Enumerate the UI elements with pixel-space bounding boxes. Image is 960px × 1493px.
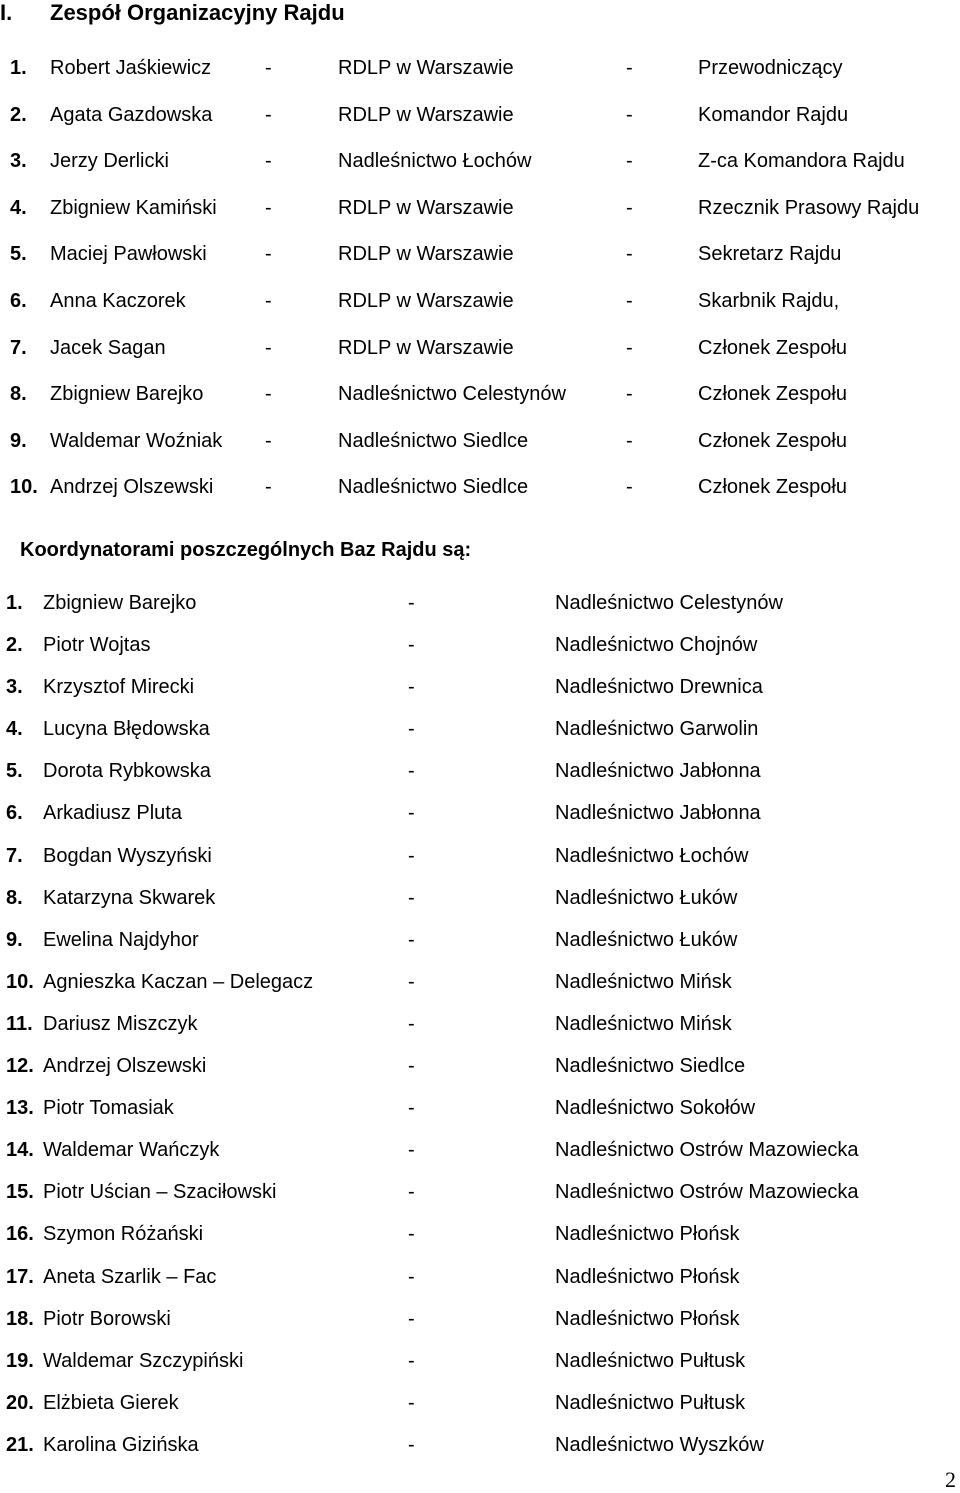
coordinator-name: Lucyna Błędowska: [43, 718, 210, 741]
coordinator-row: [0, 631, 960, 673]
coordinator-number: 12.: [6, 1055, 34, 1078]
separator-dash: -: [408, 928, 415, 951]
coordinator-number: 11.: [6, 1012, 33, 1035]
separator-dash: -: [626, 243, 633, 266]
separator-dash: -: [626, 150, 633, 173]
member-role: Rzecznik Prasowy Rajdu: [698, 196, 920, 219]
coordinator-number: 18.: [6, 1307, 34, 1330]
coordinator-number: 10.: [6, 970, 34, 993]
member-name: Anna Kaczorek: [50, 289, 186, 312]
section-title: Zespół Organizacyjny Rajdu: [50, 0, 345, 25]
coordinator-row: [0, 1431, 960, 1473]
coordinator-institution: Nadleśnictwo Sokołów: [555, 1097, 756, 1120]
separator-dash: -: [408, 1055, 415, 1078]
coordinator-number: 17.: [6, 1265, 34, 1288]
coordinator-number: 7.: [6, 844, 23, 867]
separator-dash: -: [626, 196, 633, 219]
coordinator-institution: Nadleśnictwo Jabłonna: [555, 760, 761, 783]
page-number: 2: [945, 1467, 956, 1492]
coordinator-name: Aneta Szarlik – Fac: [43, 1265, 217, 1288]
coordinators-list: [0, 589, 960, 1473]
separator-dash: -: [408, 844, 415, 867]
coordinator-name: Waldemar Szczypiński: [43, 1349, 244, 1372]
team-list: [0, 54, 960, 520]
coordinator-name: Piotr Borowski: [43, 1307, 171, 1330]
coordinator-row: [0, 1389, 960, 1431]
member-institution: Nadleśnictwo Siedlce: [338, 429, 529, 452]
member-number: 10.: [10, 476, 38, 499]
separator-dash: -: [408, 1433, 415, 1456]
separator-dash: -: [408, 760, 415, 783]
coordinator-institution: Nadleśnictwo Siedlce: [555, 1055, 746, 1078]
coordinator-number: 20.: [6, 1391, 34, 1414]
team-member-row: [0, 380, 960, 427]
separator-dash: -: [626, 289, 633, 312]
coordinator-row: [0, 968, 960, 1010]
separator-dash: -: [265, 150, 272, 173]
member-name: Zbigniew Barejko: [50, 383, 204, 406]
coordinator-name: Bogdan Wyszyński: [43, 844, 212, 867]
separator-dash: -: [626, 57, 633, 79]
separator-dash: -: [408, 1223, 415, 1246]
coordinator-number: 2.: [6, 634, 23, 657]
coordinator-name: Piotr Wojtas: [43, 634, 151, 657]
team-member-row: [0, 473, 960, 520]
separator-dash: -: [265, 383, 272, 406]
member-role: Członek Zespołu: [698, 383, 847, 406]
coordinator-name: Waldemar Wańczyk: [43, 1139, 220, 1162]
separator-dash: -: [408, 676, 415, 699]
coordinator-name: Arkadiusz Pluta: [43, 802, 182, 825]
coordinator-institution: Nadleśnictwo Płońsk: [555, 1223, 740, 1246]
member-name: Andrzej Olszewski: [50, 476, 214, 499]
separator-dash: -: [408, 1181, 415, 1204]
member-role: Członek Zespołu: [698, 429, 847, 452]
coordinator-name: Szymon Różański: [43, 1223, 204, 1246]
team-member-row: [0, 287, 960, 334]
member-role: Z-ca Komandora Rajdu: [698, 150, 905, 173]
separator-dash: -: [626, 383, 633, 406]
member-number: 3.: [10, 150, 27, 173]
coordinator-name: Elżbieta Gierek: [43, 1391, 179, 1414]
coordinator-institution: Nadleśnictwo Mińsk: [555, 970, 732, 993]
coordinator-row: [0, 1347, 960, 1389]
coordinator-institution: Nadleśnictwo Wyszków: [555, 1433, 764, 1456]
separator-dash: -: [408, 1307, 415, 1330]
coordinator-number: 1.: [6, 592, 23, 614]
separator-dash: -: [626, 476, 633, 499]
member-number: 1.: [10, 57, 27, 79]
coordinator-institution: Nadleśnictwo Drewnica: [555, 676, 763, 699]
coordinator-name: Dorota Rybkowska: [43, 760, 211, 783]
coordinator-row: [0, 1136, 960, 1178]
coordinator-name: Piotr Tomasiak: [43, 1097, 174, 1120]
coordinator-row: [0, 1094, 960, 1136]
coordinator-row: [0, 884, 960, 926]
coordinator-institution: Nadleśnictwo Łuków: [555, 928, 738, 951]
separator-dash: -: [265, 57, 272, 79]
coordinator-name: Karolina Gizińska: [43, 1433, 199, 1456]
coordinator-row: [0, 1178, 960, 1220]
separator-dash: -: [265, 103, 272, 126]
separator-dash: -: [408, 718, 415, 741]
member-institution: RDLP w Warszawie: [338, 103, 514, 126]
coordinator-row: [0, 926, 960, 968]
separator-dash: -: [408, 1349, 415, 1372]
separator-dash: -: [408, 1391, 415, 1414]
coordinator-row: [0, 1263, 960, 1305]
coordinator-institution: Nadleśnictwo Ostrów Mazowiecka: [555, 1139, 859, 1162]
coordinator-name: Piotr Uścian – Szaciłowski: [43, 1181, 277, 1204]
separator-dash: -: [408, 634, 415, 657]
member-number: 8.: [10, 383, 27, 406]
coordinator-row: [0, 1010, 960, 1052]
coordinator-institution: Nadleśnictwo Pułtusk: [555, 1391, 746, 1414]
member-number: 9.: [10, 429, 27, 452]
member-role: Sekretarz Rajdu: [698, 243, 842, 266]
coordinator-name: Dariusz Miszczyk: [43, 1012, 198, 1035]
coordinator-number: 21.: [6, 1433, 34, 1456]
member-institution: RDLP w Warszawie: [338, 243, 514, 266]
member-name: Jerzy Derlicki: [50, 150, 169, 173]
separator-dash: -: [408, 592, 415, 614]
team-member-row: [0, 194, 960, 241]
coordinator-institution: Nadleśnictwo Jabłonna: [555, 802, 761, 825]
coordinator-number: 14.: [6, 1139, 34, 1162]
separator-dash: -: [408, 1265, 415, 1288]
coordinator-institution: Nadleśnictwo Płońsk: [555, 1307, 740, 1330]
coordinator-institution: Nadleśnictwo Pułtusk: [555, 1349, 746, 1372]
section-number: I.: [0, 0, 13, 25]
coordinator-row: [0, 1305, 960, 1347]
member-name: Jacek Sagan: [50, 336, 166, 359]
separator-dash: -: [408, 886, 415, 909]
section-heading: [0, 0, 345, 26]
team-member-row: [0, 240, 960, 287]
separator-dash: -: [408, 1139, 415, 1162]
coordinator-number: 8.: [6, 886, 23, 909]
separator-dash: -: [626, 429, 633, 452]
separator-dash: -: [265, 289, 272, 312]
coordinators-heading: Koordynatorami poszczególnych Baz Rajdu są:: [20, 539, 472, 561]
member-role: Przewodniczący: [698, 57, 843, 79]
coordinator-name: Krzysztof Mirecki: [43, 676, 195, 699]
coordinator-number: 6.: [6, 802, 23, 825]
member-number: 4.: [10, 196, 27, 219]
coordinator-number: 19.: [6, 1349, 34, 1372]
separator-dash: -: [265, 243, 272, 266]
separator-dash: -: [265, 476, 272, 499]
coordinator-number: 9.: [6, 928, 23, 951]
separator-dash: -: [626, 336, 633, 359]
coordinator-number: 15.: [6, 1181, 34, 1204]
member-number: 5.: [10, 243, 27, 266]
team-member-row: [0, 54, 960, 101]
separator-dash: -: [265, 336, 272, 359]
member-institution: RDLP w Warszawie: [338, 289, 514, 312]
member-institution: Nadleśnictwo Siedlce: [338, 476, 529, 499]
separator-dash: -: [265, 429, 272, 452]
separator-dash: -: [408, 1097, 415, 1120]
coordinator-number: 5.: [6, 760, 23, 783]
coordinator-institution: Nadleśnictwo Ostrów Mazowiecka: [555, 1181, 859, 1204]
member-name: Agata Gazdowska: [50, 103, 213, 126]
member-number: 6.: [10, 289, 27, 312]
coordinator-row: [0, 799, 960, 841]
coordinator-row: [0, 842, 960, 884]
member-role: Skarbnik Rajdu,: [698, 289, 840, 312]
coordinator-name: Ewelina Najdyhor: [43, 928, 199, 951]
coordinator-number: 3.: [6, 676, 23, 699]
separator-dash: -: [408, 802, 415, 825]
coordinator-institution: Nadleśnictwo Mińsk: [555, 1012, 732, 1035]
member-name: Maciej Pawłowski: [50, 243, 207, 266]
coordinator-institution: Nadleśnictwo Łochów: [555, 844, 749, 867]
member-institution: RDLP w Warszawie: [338, 336, 514, 359]
member-institution: Nadleśnictwo Łochów: [338, 150, 532, 173]
coordinator-name: Katarzyna Skwarek: [43, 886, 216, 909]
separator-dash: -: [408, 970, 415, 993]
coordinator-name: Agnieszka Kaczan – Delegacz: [43, 970, 314, 993]
coordinator-name: Andrzej Olszewski: [43, 1055, 207, 1078]
coordinator-number: 4.: [6, 718, 23, 741]
team-member-row: [0, 101, 960, 148]
team-member-row: [0, 147, 960, 194]
coordinator-institution: Nadleśnictwo Celestynów: [555, 592, 783, 614]
member-role: Członek Zespołu: [698, 476, 847, 499]
coordinator-row: [0, 673, 960, 715]
coordinator-row: [0, 715, 960, 757]
coordinator-institution: Nadleśnictwo Łuków: [555, 886, 738, 909]
member-name: Waldemar Woźniak: [50, 429, 223, 452]
coordinator-number: 13.: [6, 1097, 34, 1120]
coordinator-row: [0, 1052, 960, 1094]
member-institution: Nadleśnictwo Celestynów: [338, 383, 566, 406]
member-number: 2.: [10, 103, 27, 126]
separator-dash: -: [265, 196, 272, 219]
team-member-row: [0, 334, 960, 381]
coordinator-row: [0, 757, 960, 799]
member-role: Komandor Rajdu: [698, 103, 849, 126]
coordinator-institution: Nadleśnictwo Płońsk: [555, 1265, 740, 1288]
coordinator-number: 16.: [6, 1223, 34, 1246]
member-institution: RDLP w Warszawie: [338, 57, 514, 79]
member-name: Robert Jaśkiewicz: [50, 57, 212, 79]
separator-dash: -: [626, 103, 633, 126]
coordinator-institution: Nadleśnictwo Chojnów: [555, 634, 758, 657]
member-name: Zbigniew Kamiński: [50, 196, 217, 219]
coordinator-name: Zbigniew Barejko: [43, 592, 197, 614]
member-number: 7.: [10, 336, 27, 359]
member-institution: RDLP w Warszawie: [338, 196, 514, 219]
coordinator-institution: Nadleśnictwo Garwolin: [555, 718, 759, 741]
member-role: Członek Zespołu: [698, 336, 847, 359]
coordinator-row: [0, 589, 960, 631]
team-member-row: [0, 427, 960, 474]
separator-dash: -: [408, 1012, 415, 1035]
coordinator-row: [0, 1220, 960, 1262]
